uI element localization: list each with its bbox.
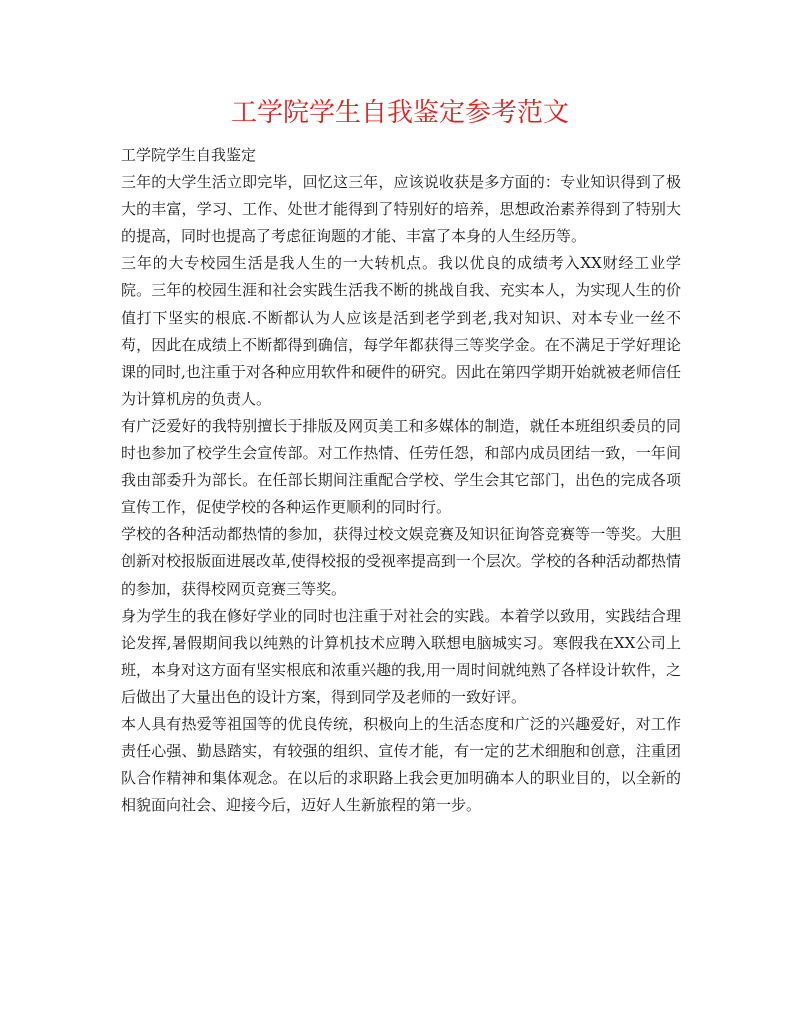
paragraph-1: 三年的大学生活立即完毕，回忆这三年，应该说收获是多方面的：专业知识得到了极大的丰富，学习、工作、处世才能得到了特别好的培养，思想政治素养得到了特别大的提高，同时也提高了考虑征询题的才能、丰富了本身的人生经历等。 (121, 173, 681, 246)
document-subtitle: 工学院学生自我鉴定 (121, 146, 257, 164)
document-title: 工学院学生自我鉴定参考范文 (230, 98, 569, 128)
paragraph-4: 学校的各种活动都热情的参加，获得过校文娱竞赛及知识征询答竞赛等一等奖。大胆创新对校报版面进展改革,使得校报的受视率提高到一个层次。学校的各种活动都热情的参加，获得校网页竞赛三等奖。 (121, 525, 681, 598)
paragraph-2: 三年的大专校园生活是我人生的一大转机点。我以优良的成绩考入XX财经工业学院。三年的校园生涯和社会实践生活我不断的挑战自我、充实本人，为实现人生的价值打下坚实的根底.不断都认为人应该是活到老学到老,我对知识、对本专业一丝不苟，因此在成绩上不断都得到确信，每学年都获得三等奖学金。在不满足于学好理论课的同时,也注重于对各种应用软件和硬件的研究。因此在第四学期开始就被老师信任为计算机房的负责人。 (121, 254, 681, 408)
paragraph-6: 本人具有热爱等祖国等的优良传统，积极向上的生活态度和广泛的兴趣爱好，对工作责任心强、勤恳踏实，有较强的组织、宣传才能，有一定的艺术细胞和创意，注重团队合作精神和集体观念。在以后的求职路上我会更加明确本人的职业目的，以全新的相貌面向社会、迎接今后，迈好人生新旅程的第一步。 (121, 714, 681, 815)
document-body (121, 142, 681, 819)
paragraph-5: 身为学生的我在修好学业的同时也注重于对社会的实践。本着学以致用，实践结合理论发挥,暑假期间我以纯熟的计算机技术应聘入联想电脑城实习。寒假我在XX公司上班，本身对这方面有坚实根底和浓重兴趣的我,用一周时间就纯熟了各样设计软件，之后做出了大量出色的设计方案，得到同学及老师的一致好评。 (121, 606, 681, 706)
paragraph-3: 有广泛爱好的我特别擅长于排版及网页美工和多媒体的制造，就任本班组织委员的同时也参加了校学生会宣传部。对工作热情、任劳任怨，和部内成员团结一致，一年间我由部委升为部长。在任部长期间注重配合学校、学生会其它部门，出色的完成各项宣传工作，促使学校的各种运作更顺利的同时行。 (121, 416, 681, 517)
